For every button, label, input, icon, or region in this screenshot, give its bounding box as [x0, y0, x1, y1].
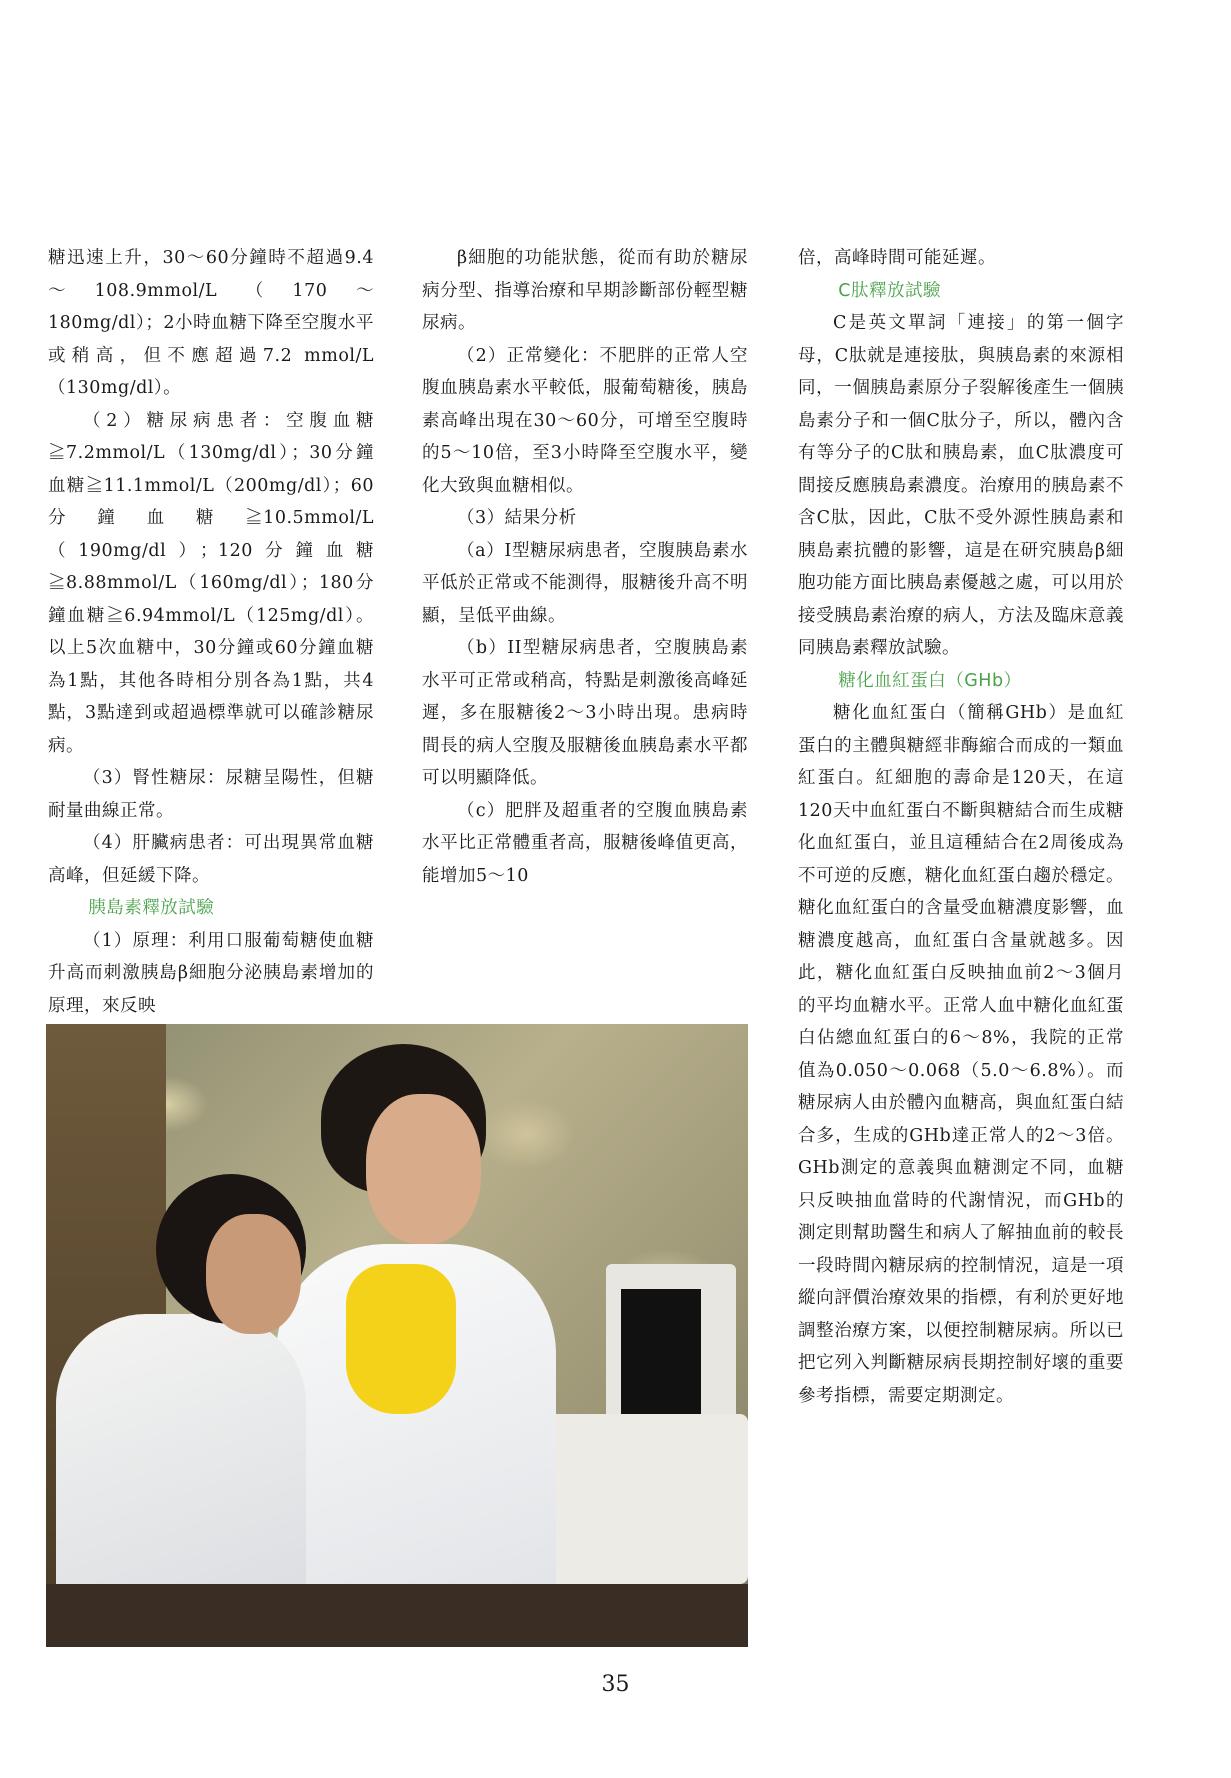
paragraph: 倍，高峰時間可能延遲。	[798, 248, 996, 268]
photo-monitor-screen	[621, 1289, 701, 1429]
photo-two-doctors-at-ultrasound	[46, 1024, 748, 1647]
text-column-1	[48, 242, 374, 1022]
paragraph: （c）肥胖及超重者的空腹血胰島素水平比正常體重者高，服糖後峰值更高，能增加5～10	[422, 800, 748, 886]
paragraph: 糖化血紅蛋白（簡稱GHb）是血紅蛋白的主體與糖經非酶縮合而成的一類血紅蛋白。紅細胞的壽命是120天，在這120天中血紅蛋白不斷與糖結合而生成糖化血紅蛋白，並且這種結合在2周後成為不可逆的反應，糖化血紅蛋白趨於穩定。糖化血紅蛋白的含量受血糖濃度影響，血糖濃度越高，血紅蛋白含量就越多。因此，糖化血紅蛋白反映抽血前2～3個月的平均血糖水平。正常人血中糖化血紅蛋白佔總血紅蛋白的6～8%，我院的正常值為0.050～0.068（5.0～6.8%）。而糖尿病人由於體內血糖高，與血紅蛋白結合多，生成的GHb達正常人的2～3倍。GHb測定的意義與血糖測定不同，血糖只反映抽血當時的代謝情況，而GHb的測定則幫助醫生和病人了解抽血前的較長一段時間內糖尿病的控制情況，這是一項縱向評價治療效果的指標，有利於更好地調整治療方案，以便控制糖尿病。所以已把它列入判斷糖尿病長期控制好壞的重要參考指標，需要定期測定。	[798, 703, 1124, 1406]
paragraph: （3）結果分析	[457, 508, 577, 528]
photo-yellow-sweater	[346, 1264, 456, 1414]
paragraph: （2）糖尿病患者：空腹血糖≧7.2mmol/L（130mg/dl）；30分鐘血糖≧11.1mmol/L（200mg/dl）；60分鐘血糖≧10.5mmol/L（190mg/dl）；120分鐘血糖≧8.88mmol/L（160mg/dl）；180分鐘血糖≧6.94mmol/L（125mg/dl）。以上5次血糖中，30分鐘或60分鐘血糖為1點，其他各時相分別各為1點，共4點，3點達到或超過標準就可以確診糖尿病。	[48, 410, 374, 756]
paragraph: （b）II型糖尿病患者，空腹胰島素水平可正常或稍高，特點是刺激後高峰延遲，多在服糖後2～3小時出現。患病時間長的病人空腹及服糖後血胰島素水平都可以明顯降低。	[422, 638, 748, 788]
photo-desk	[46, 1584, 748, 1647]
section-heading: 胰島素釋放試驗	[88, 898, 215, 918]
paragraph: （a）I型糖尿病患者，空腹胰島素水平低於正常或不能測得，服糖後升高不明顯，呈低平曲線。	[422, 540, 748, 626]
section-heading: 糖化血紅蛋白（GHb）	[838, 670, 1022, 691]
section-heading: C肽釋放試驗	[838, 280, 941, 301]
paragraph: （3）腎性糖尿：尿糖呈陽性，但糖耐量曲線正常。	[48, 768, 374, 821]
photo-doctor-left-face	[206, 1214, 301, 1334]
page-number: 35	[601, 1672, 630, 1697]
paragraph: β細胞的功能狀態，從而有助於糖尿病分型、指導治療和早期診斷部份輕型糖尿病。	[422, 248, 748, 333]
photo-doctor-right-face	[366, 1094, 481, 1244]
paragraph: （1）原理：利用口服葡萄糖使血糖升高而刺激胰島β細胞分泌胰島素增加的原理，來反映	[48, 930, 374, 1016]
paragraph: C是英文單詞「連接」的第一個字母，C肽就是連接肽，與胰島素的來源相同，一個胰島素原分子裂解後產生一個胰島素分子和一個C肽分子，所以，體內含有等分子的C肽和胰島素，血C肽濃度可間接反應胰島素濃度。治療用的胰島素不含C肽，因此，C肽不受外源性胰島素和胰島素抗體的影響，這是在研究胰島β細胞功能方面比胰島素優越之處，可以用於接受胰島素治療的病人，方法及臨床意義同胰島素釋放試驗。	[798, 313, 1124, 658]
paragraph: （2）正常變化：不肥胖的正常人空腹血胰島素水平較低，服葡萄糖後，胰島素高峰出現在30～60分，可增至空腹時的5～10倍，至3小時降至空腹水平，變化大致與血糖相似。	[422, 345, 748, 496]
text-column-2	[422, 242, 748, 892]
text-column-3	[798, 242, 1124, 1412]
paragraph: 糖迅速上升，30～60分鐘時不超過9.4～108.9mmol/L（170～180mg/dl）；2小時血糖下降至空腹水平或稍高，但不應超過7.2 mmol/L（130mg/dl）。	[48, 248, 374, 398]
paragraph: （4）肝臟病患者：可出現異常血糖高峰，但延緩下降。	[48, 833, 374, 886]
